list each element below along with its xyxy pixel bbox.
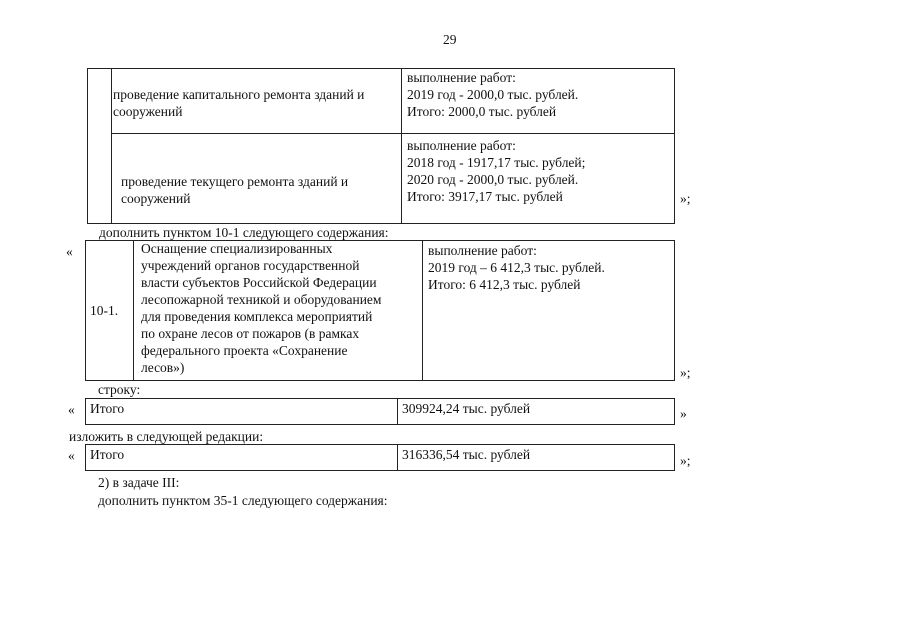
- open-quote: «: [68, 402, 75, 417]
- row-1-desc-line-1: проведение капитального ремонта зданий и: [113, 87, 365, 102]
- close-quote: »;: [680, 365, 691, 380]
- row-old-frame: [85, 398, 675, 425]
- page-number: 29: [443, 32, 457, 47]
- row-old-value: 309924,24 тыс. рублей: [402, 401, 531, 416]
- open-quote: «: [66, 244, 73, 259]
- close-quote: »: [680, 406, 687, 421]
- instruction-row: строку:: [98, 382, 141, 397]
- instruction-add-35-1: дополнить пунктом 35-1 следующего содержания:: [98, 493, 388, 508]
- close-quote: »;: [680, 453, 691, 468]
- instruction-task-iii: 2) в задаче III:: [98, 475, 180, 490]
- close-quote: »;: [680, 191, 691, 206]
- instruction-new-edition: изложить в следующей редакции:: [69, 429, 264, 444]
- row-new-frame: [85, 444, 675, 471]
- row-1-value: выполнение работ: 2019 год - 2000,0 тыс. рублей. Итого: 2000,0 тыс. рублей: [407, 70, 579, 119]
- row-old-label: Итого: [90, 401, 125, 416]
- instruction-add-10-1: дополнить пунктом 10-1 следующего содержания:: [99, 225, 389, 240]
- row-2-desc-line-2: сооружений: [121, 191, 191, 206]
- row-new-label: Итого: [90, 447, 125, 462]
- item-number: 10-1.: [90, 303, 119, 318]
- table-2-desc: Оснащение специализированных учреждений органов государственной власти субъектов Российской Федерации лесопожарной техникой и оборудованием для проведения комплекса мероприятий по охране лесов от пожаров (в рамках федерального проекта «Сохранение лесов»): [141, 241, 382, 375]
- table-2-value: выполнение работ: 2019 год – 6 412,3 тыс. рублей. Итого: 6 412,3 тыс. рублей: [428, 243, 605, 292]
- table-row: [113, 86, 364, 120]
- row-2-value: выполнение работ: 2018 год - 1917,17 тыс. рублей; 2020 год - 2000,0 тыс. рублей. Итого: 3917,17 тыс. рублей: [407, 138, 586, 204]
- open-quote: «: [68, 448, 75, 463]
- row-2-desc-line-1: проведение текущего ремонта зданий и: [121, 174, 349, 189]
- table-row: [121, 173, 348, 207]
- row-1-desc-line-2: сооружений: [113, 104, 183, 119]
- row-new-value: 316336,54 тыс. рублей: [402, 447, 531, 462]
